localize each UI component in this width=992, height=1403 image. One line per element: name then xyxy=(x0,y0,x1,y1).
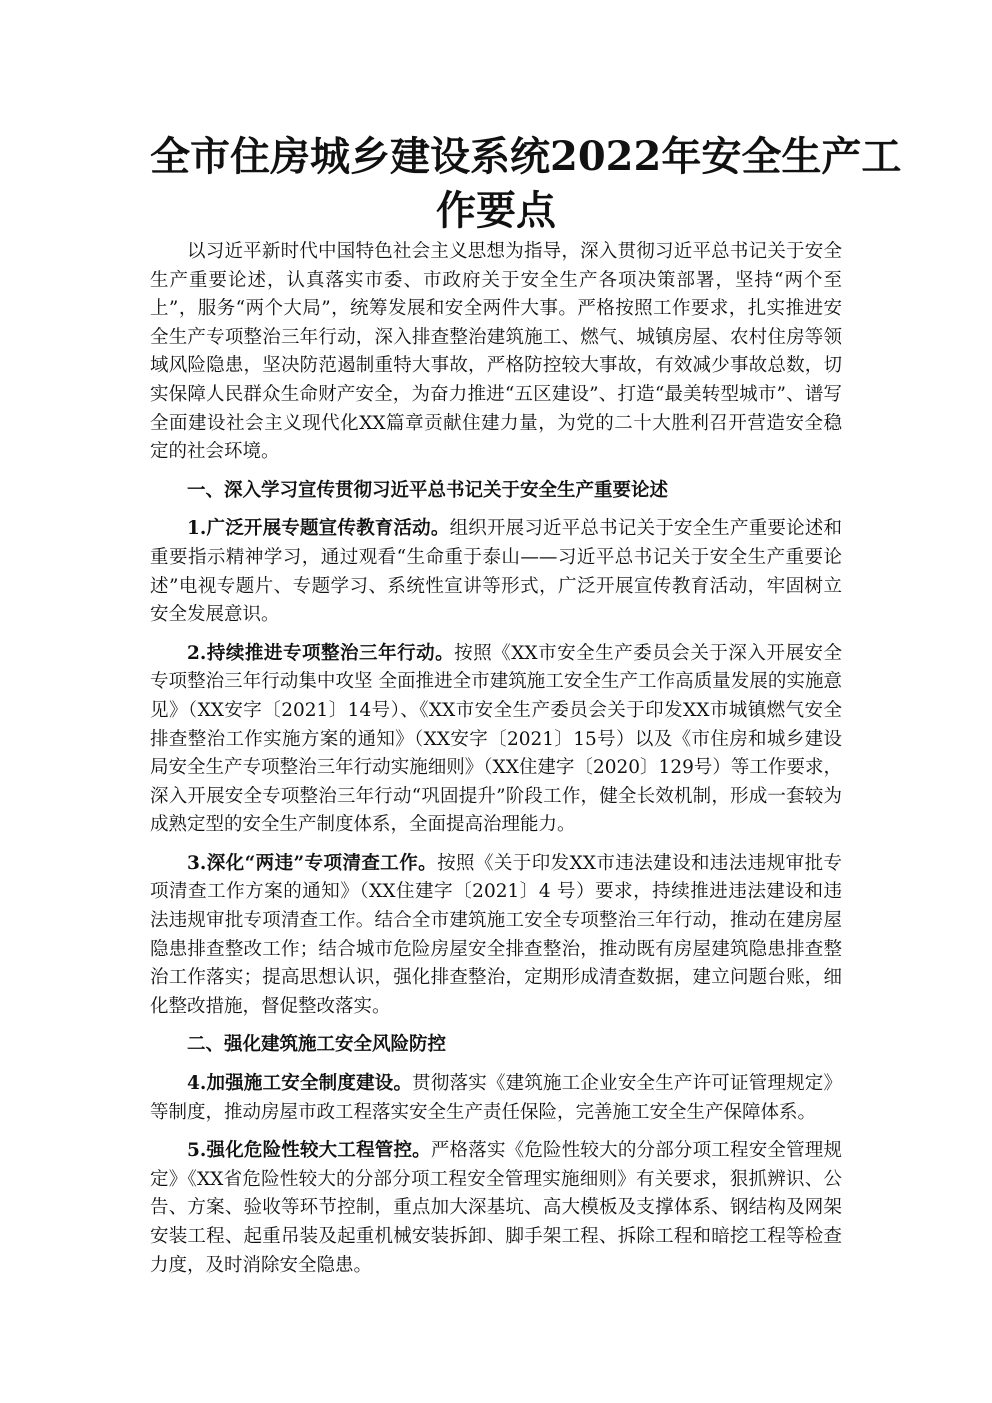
title-line-1: 全市住房城乡建设系统2022年安全生产工 xyxy=(150,133,902,180)
item-3-paragraph xyxy=(150,850,842,1022)
item-2-lead: 2.持续推进专项整治三年行动。 xyxy=(187,642,455,664)
document-title xyxy=(150,130,902,238)
item-5-lead: 5.强化危险性较大工程管控。 xyxy=(187,1140,431,1162)
item-4-paragraph xyxy=(150,1070,842,1127)
title-line-2: 作要点 xyxy=(436,187,556,234)
item-5-body: 严格落实《危险性较大的分部分项工程安全管理规定》《XX省危险性较大的分部分项工程安全管理实施细则》有关要求，狠抓辨识、公告、方案、验收等环节控制，重点加大深基坑、高大模板及支撑体系、钢结构及网架安装工程、起重吊装及起重机械安装拆卸、脚手架工程、拆除工程和暗挖工程等检查力度，及时消除安全隐患。 xyxy=(150,1140,842,1276)
item-1-paragraph xyxy=(150,515,842,629)
item-4-lead: 4.加强施工安全制度建设。 xyxy=(187,1073,413,1095)
item-1-body: 组织开展习近平总书记关于安全生产重要论述和重要指示精神学习，通过观看“生命重于泰山——习近平总书记关于安全生产重要论述”电视专题片、专题学习、系统性宣讲等形式，广泛开展宣传教育活动，牢固树立安全发展意识。 xyxy=(150,518,842,626)
item-5-paragraph xyxy=(150,1137,842,1280)
item-1-lead: 1.广泛开展专题宣传教育活动。 xyxy=(187,518,450,540)
item-2-paragraph xyxy=(150,640,842,840)
item-4-body: 贯彻落实《建筑施工企业安全生产许可证管理规定》等制度，推动房屋市政工程落实安全生产责任保险，完善施工安全生产保障体系。 xyxy=(150,1073,842,1123)
section-heading-2: 二、强化建筑施工安全风险防控 xyxy=(187,1034,447,1056)
item-3-body: 按照《关于印发XX市违法建设和违法违规审批专项清查工作方案的通知》（XX住建字〔2021〕4 号）要求，持续推进违法建设和违法违规审批专项清查工作。结合全市建筑施工安全专项整治三年行动，推动在建房屋隐患排查整改工作；结合城市危险房屋安全排查整治，推动既有房屋建筑隐患排查整治工作落实；提高思想认识，强化排查整治，定期形成清查数据，建立问题台账，细化整改措施，督促整改落实。 xyxy=(150,852,842,1017)
intro-paragraph: 以习近平新时代中国特色社会主义思想为指导，深入贯彻习近平总书记关于安全生产重要论述，认真落实市委、市政府关于安全生产各项决策部署，坚持“两个至上”，服务“两个大局”，统筹发展和安全两件大事。严格按照工作要求，扎实推进安全生产专项整治三年行动，深入排查整治建筑施工、燃气、城镇房屋、农村住房等领域风险隐患，坚决防范遏制重特大事故，严格防控较大事故，有效减少事故总数，切实保障人民群众生命财产安全，为奋力推进“五区建设”、打造“最美转型城市”、谱写全面建设社会主义现代化XX篇章贡献住建力量，为党的二十大胜利召开营造安全稳定的社会环境。 xyxy=(150,241,842,463)
item-3-lead: 3.深化“两违”专项清查工作。 xyxy=(187,852,438,874)
section-heading-1: 一、深入学习宣传贯彻习近平总书记关于安全生产重要论述 xyxy=(187,479,669,501)
document-page xyxy=(150,130,902,1280)
item-2-body: 按照《XX市安全生产委员会关于深入开展安全专项整治三年行动集中攻坚 全面推进全市建筑施工安全生产工作高质量发展的实施意见》（XX安字〔2021〕14号）、《XX市安全生产委员会关于印发XX市城镇燃气安全排查整治工作实施方案的通知》（XX安字〔2021〕15号）以及《市住房和城乡建设局安全生产专项整治三年行动实施细则》（XX住建字〔2020〕129号）等工作要求，深入开展安全专项整治三年行动“巩固提升”阶段工作，健全长效机制，形成一套较为成熟定型的安全生产制度体系，全面提高治理能力。 xyxy=(150,642,842,836)
